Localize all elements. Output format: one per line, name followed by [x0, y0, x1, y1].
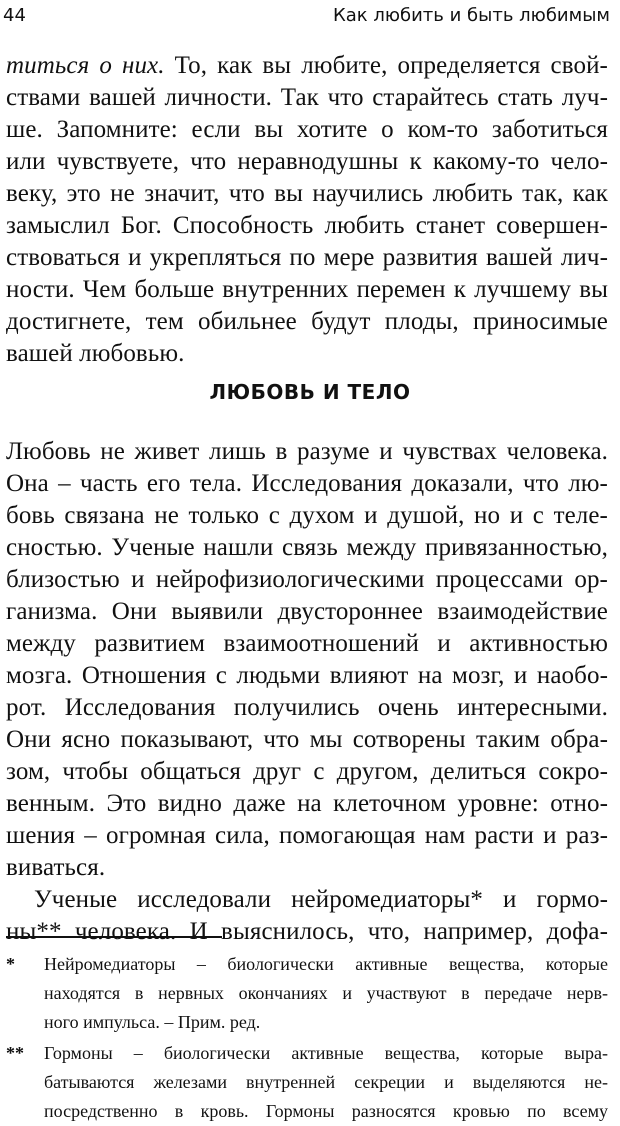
text-line: Любовь не живет лишь в разуме и чувствах человека. — [6, 438, 608, 465]
page-header — [3, 2, 610, 30]
text-line: рот. Исследования получились очень интересными. — [6, 694, 608, 721]
footnote-line: ного импульса. – Прим. ред. — [44, 1012, 261, 1032]
footnote — [6, 950, 608, 1037]
text-line: бовь связана не только с духом и душой, но и с теле- — [6, 502, 608, 529]
footnote-line: Нейромедиаторы – биологически активные вещества, которые — [44, 954, 608, 974]
text-line: или чувствуете, что неравнодушны к какому-то чело- — [6, 148, 608, 175]
footnote — [6, 1039, 608, 1126]
footnote-mark: * — [6, 954, 15, 974]
section-body — [6, 436, 608, 948]
text-line: ствами вашей личности. Так что старайтесь стать луч- — [6, 84, 608, 111]
footnote-line: Гормоны – биологически активные вещества, которые выра- — [44, 1043, 608, 1063]
footnote-divider — [6, 936, 222, 938]
text-line: зом, чтобы общаться друг с другом, делиться сокро- — [6, 758, 608, 785]
text-line: близостью и нейрофизиологическими процессами ор- — [6, 566, 608, 593]
text-line: шения – огромная сила, помогающая нам расти и раз- — [6, 822, 608, 849]
footnote-line: находятся в нервных окончаниях и участвуют в передаче нерв- — [44, 983, 608, 1003]
text-line: титься о них. То, как вы любите, определяется свой- — [6, 52, 608, 79]
paragraph-continued — [6, 50, 608, 370]
text-line: ше. Запомните: если вы хотите о ком-то заботиться — [6, 116, 608, 143]
footnote-line: батываются железами внутренней секреции и выделяются не- — [44, 1072, 608, 1092]
text-line: вашей любовью. — [6, 340, 185, 367]
text-line: ны** человека. И выяснилось, что, например, дофа- — [6, 918, 608, 945]
text-line: сностью. Ученые нашли связь между привязанностью, — [6, 534, 608, 561]
text-line: виваться. — [6, 854, 106, 881]
text-line: замыслил Бог. Способность любить станет совершен- — [6, 212, 608, 239]
text-line: ности. Чем больше внутренних перемен к лучшему вы — [6, 276, 608, 303]
text-line: веку, это не значит, что вы научились любить так, как — [6, 180, 608, 207]
footnote-mark: ** — [6, 1043, 24, 1063]
footnotes — [6, 950, 608, 1126]
text-line: достигнете, тем обильнее будут плоды, приносимые — [6, 308, 608, 335]
text-line: венным. Это видно даже на клеточном уровне: отно- — [6, 790, 608, 817]
italic-fragment: титься о них. — [6, 52, 165, 79]
text-line: ганизма. Они выявили двустороннее взаимодействие — [6, 598, 608, 625]
text-line: ствоваться и укрепляться по мере развития вашей лич- — [6, 244, 608, 271]
page-number: 44 — [3, 5, 26, 26]
section-heading: ЛЮБОВЬ И ТЕЛО — [209, 380, 411, 404]
text-line: Она – часть его тела. Исследования доказали, что лю- — [6, 470, 608, 497]
running-title: Как любить и быть любимым — [332, 5, 610, 26]
text-line: мозга. Отношения с людьми влияют на мозг, и наобо- — [6, 662, 608, 689]
text-line: между развитием взаимоотношений и активностью — [6, 630, 608, 657]
footnote-line: посредственно в кровь. Гормоны разносятся кровью по всему — [44, 1101, 608, 1121]
text-line: Ученые исследовали нейромедиаторы* и гормо- — [34, 886, 608, 913]
text-line: Они ясно показывают, что мы сотворены таким обра- — [6, 726, 608, 753]
